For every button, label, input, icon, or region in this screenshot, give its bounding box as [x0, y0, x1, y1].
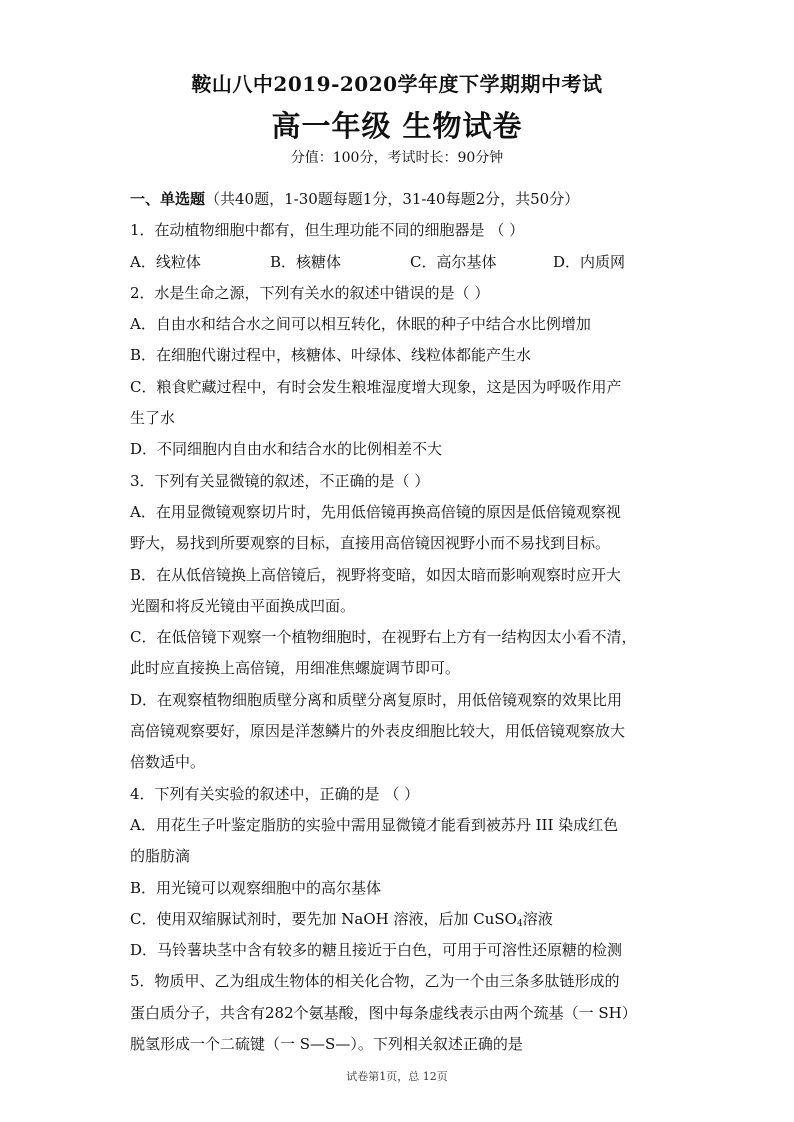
question-3-option-a-line-2: 野大，易找到所要观察的目标，直接用高倍镜因视野小而不易找到目标。: [130, 534, 611, 553]
question-2-option-d: D．不同细胞内自由水和结合水的比例相差不大: [130, 440, 443, 459]
question-4-option-a-line-2: 的脂肪滴: [130, 847, 191, 866]
question-2-option-c-line-2: 生了水: [130, 409, 176, 428]
section-heading: [130, 184, 670, 215]
question-3-option-c-line-1: C．在低倍镜下观察一个植物细胞时，在视野右上方有一结构因太小看不清，: [130, 628, 637, 647]
page-footer: 试卷第1页，总 12页: [346, 1070, 448, 1083]
section-note: （共40题，1-30题每题1分，31-40每题2分，共50分）: [205, 190, 580, 208]
question-3-option-a-line-1: A．在用显微镜观察切片时，先用低倍镜再换高倍镜的原因是低倍镜观察视: [130, 502, 621, 521]
question-3-option-d-line-2: 高倍镜观察要好，原因是洋葱鳞片的外表皮细胞比较大，用低倍镜观察放大: [130, 722, 626, 741]
question-4-option-d: D．马铃薯块茎中含有较多的糖且接近于白色，可用于可溶性还原糖的检测: [130, 941, 623, 960]
exam-title: 高一年级 生物试卷: [271, 109, 523, 143]
question-1-stem: 1．在动植物细胞中都有，但生理功能不同的细胞器是 （ ）: [130, 221, 525, 240]
section-label: 一、单选题: [130, 190, 206, 208]
question-1-option-a: A．线粒体: [130, 252, 201, 271]
question-2-stem: 2．水是生命之源，下列有关水的叙述中错误的是（ ）: [130, 283, 490, 302]
question-1-option-b: B．核糖体: [270, 252, 342, 271]
question-3-option-d-line-1: D．在观察植物细胞质壁分离和质壁分离复原时，用低倍镜观察的效果比用: [130, 690, 623, 709]
question-3-option-b-line-1: B．在从低倍镜换上高倍镜后，视野将变暗，如因太暗而影响观察时应开大: [130, 565, 622, 584]
question-5-line-3: 脱氢形成一个二硫键（一 S—S—）。下列相关叙述正确的是: [130, 1035, 523, 1054]
question-5-line-1: 5．物质甲、乙为组成生物体的相关化合物，乙为一个由三条多肽链形成的: [130, 972, 620, 991]
question-3-stem: 3．下列有关显微镜的叙述，不正确的是（ ）: [130, 471, 430, 490]
question-3-option-b-line-2: 光圈和将反光镜由平面换成凹面。: [130, 596, 356, 615]
question-2-option-c-line-1: C．粮食贮藏过程中，有时会发生粮堆湿度增大现象，这是因为呼吸作用产: [130, 377, 622, 396]
school-title: 鞍山八中2019-2020学年度下学期期中考试: [191, 72, 603, 96]
question-4-option-b: B．用光镜可以观察细胞中的高尔基体: [130, 878, 382, 897]
exam-info: 分值：100分，考试时长：90分钟: [290, 150, 504, 166]
question-2-option-b: B．在细胞代谢过程中，核糖体、叶绿体、线粒体都能产生水: [130, 346, 532, 365]
question-1-options: [130, 247, 670, 278]
question-1-option-c: C．高尔基体: [410, 252, 497, 271]
question-4-stem: 4．下列有关实验的叙述中，正确的是 （ ）: [130, 784, 420, 803]
question-content: [130, 184, 670, 1060]
question-3-option-d-line-3: 倍数适中。: [130, 753, 206, 772]
question-4-option-c-text: C．使用双缩脲试剂时，要先加 NaOH 溶液，后加 CuSO: [130, 909, 517, 928]
question-4-option-a-line-1: A．用花生子叶鉴定脂肪的实验中需用显微镜才能看到被苏丹 III 染成红色: [130, 815, 619, 834]
question-4-option-c: [130, 904, 670, 935]
question-5-line-2: 蛋白质分子，共含有282个氨基酸，图中每条虚线表示由两个巯基（一 SH）: [130, 1003, 637, 1022]
question-2-option-a: A．自由水和结合水之间可以相互转化，休眠的种子中结合水比例增加: [130, 315, 591, 334]
question-1-option-d: D．内质网: [553, 252, 626, 271]
question-4-option-c-tail: 溶液: [522, 909, 553, 928]
question-3-option-c-line-2: 此时应直接换上高倍镜，用细准焦螺旋调节即可。: [130, 659, 461, 678]
question-4-option-c-subscript: 4: [516, 918, 523, 929]
